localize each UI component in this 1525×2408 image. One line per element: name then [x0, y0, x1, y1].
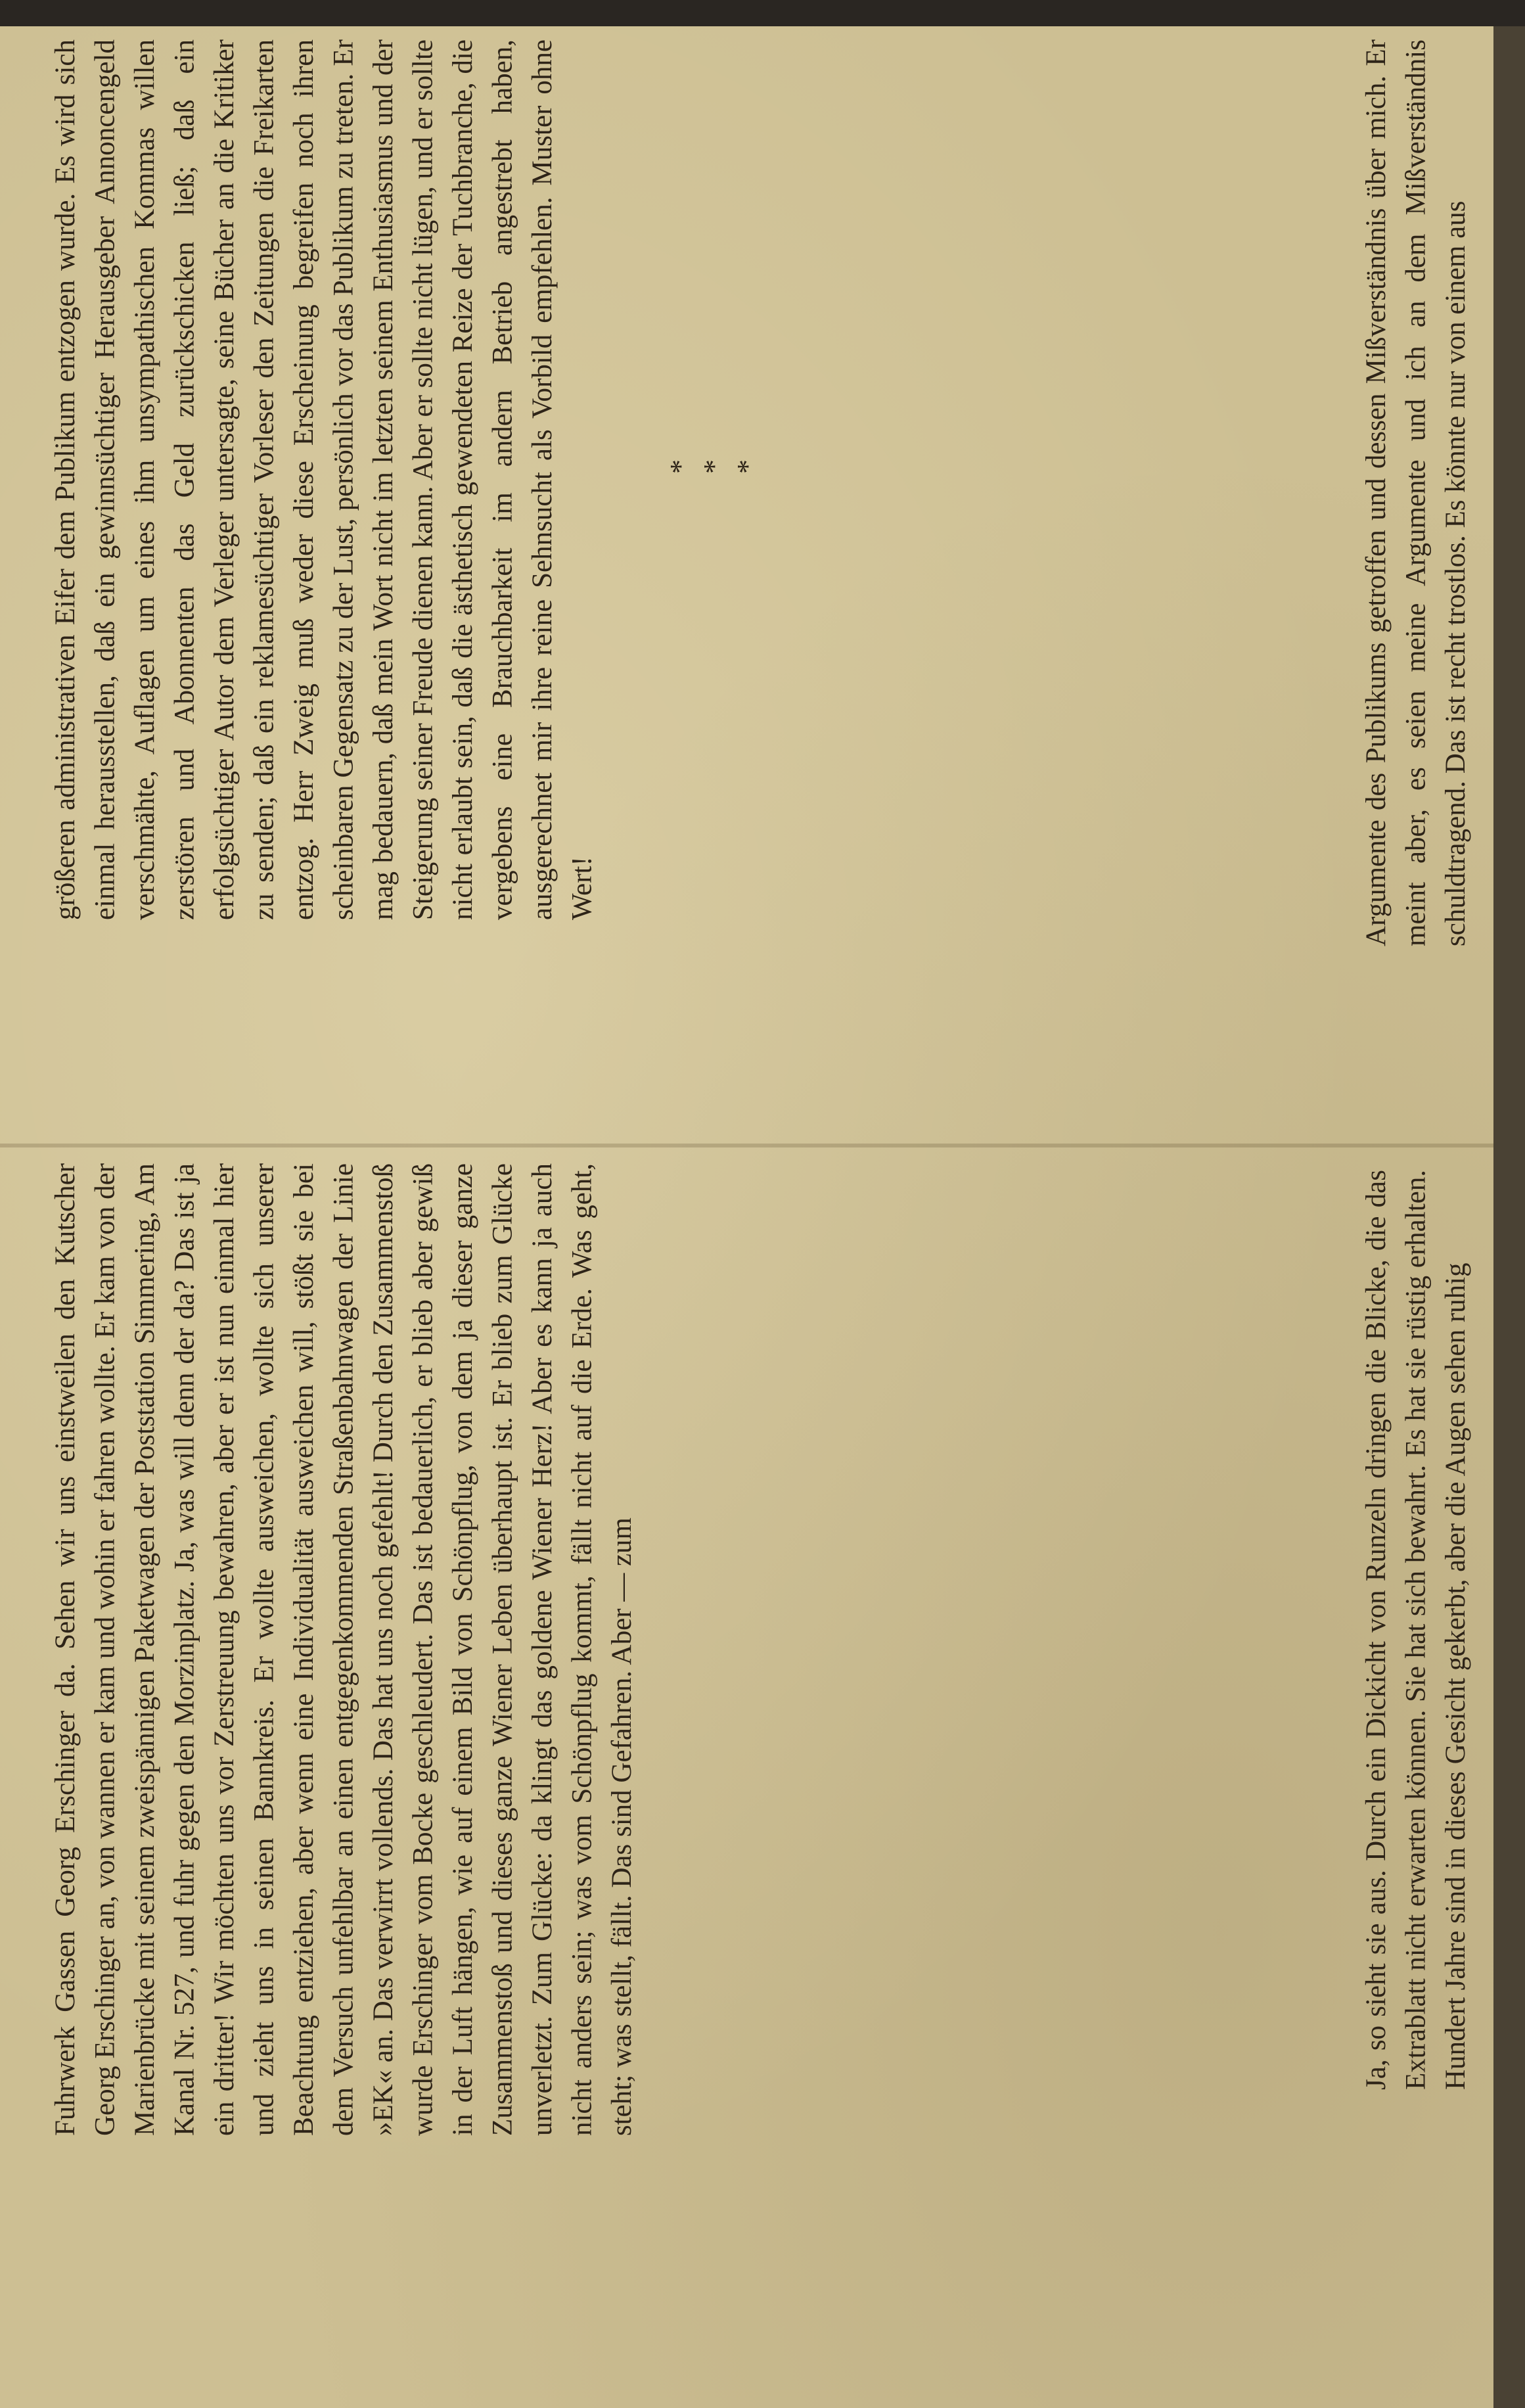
column-text: größeren administrativen Eifer dem Publikum entzogen wurde. Es wird sich einmal herausstellen, daß ein gewinnsüchtiger Herausgeber Annoncengeld verschmähte, Auflagen um eines ihm unsympathischen Kommas willen zerstören und Abonnenten das Geld zurückschicken ließ; daß ein erfolgsüchtiger Autor dem Verleger untersagte, seine Bücher an die Kritiker zu senden; daß ein reklamesüchtiger Vorleser den Zeitungen die Freikarten entzog. Herr Zweig muß weder diese Erscheinung begreifen noch ihren scheinbaren Gegensatz zu der Lust, persönlich vor das Publikum zu treten. Er mag bedauern, daß mein Wort nicht im letzten seinem Enthusiasmus und der Steigerung seiner Freude dienen kann. Aber er sollte nicht lügen, und er sollte nicht erlaubt sein, daß die ästhetisch gewendeten Reize der Tuchbranche, die vergebens eine Brauchbarkeit im andern Betrieb angestrebt haben, ausgerechnet mir ihre reine Sehnsucht als Vorbild empfehlen. Muster ohne Wert!: [50, 39, 598, 920]
column-text: Fuhrwerk Gassen Georg Erschinger da. Sehen wir uns einstweilen den Kutscher Georg Erschinger an, von wannen er kam und wohin er fahren wollte. Er kam von der Marienbrücke mit seinem zweispännigen Paketwagen der Poststation Simmering, Am Kanal Nr. 527, und fuhr gegen den Morzinplatz. Ja, was will denn der da? Das ist ja ein dritter! Wir möchten uns vor Zerstreuung bewahren, aber er ist nun einmal hier und zieht uns in seinen Bannkreis. Er wollte ausweichen, wollte sich unserer Beachtung entziehen, aber wenn eine Individualität ausweichen will, stößt sie bei dem Versuch unfehlbar an einen entgegenkommenden Straßenbahnwagen der Linie »EK« an. Das verwirrt vollends. Das hat uns noch gefehlt! Durch den Zusammenstoß wurde Erschinger vom Bocke geschleudert. Das ist bedauerlich, er blieb aber gewiß in der Luft hängen, wie auf einem Bild von Schönpflug, von dem ja dieser ganze Zusammenstoß und dieses ganze Wiener Leben überhaupt ist. Er blieb zum Glücke unverletzt. Zum Glücke: da klingt das goldene Wiener Herz! Aber es kann ja auch nicht anders sein; was vom Schönpflug kommt, fällt nicht auf die Erde. Was geht, steht; was stellt, fällt. Das sind Gefahren. Aber — zum: [50, 1163, 637, 2136]
text-column-bottom-left: [46, 1163, 749, 2136]
page-edge: [1493, 26, 1525, 2408]
text-column-bottom-right: [1357, 1170, 1478, 2090]
text-column-top-right: [1357, 39, 1475, 946]
column-text: Ja, so sieht sie aus. Durch ein Dickicht von Runzeln dringen die Blicke, die das Extrablatt nicht erwarten können. Sie hat sich bewahrt. Es hat sie rüstig erhalten. Hundert Jahre sind in dieses Gesicht gekerbt, aber die Augen sehen ruhig: [1361, 1170, 1471, 2090]
page-fold-line: [0, 1144, 1493, 1147]
section-separator: * * *: [664, 420, 763, 474]
column-text: Argumente des Publikums getroffen und dessen Mißverständnis über mich. Er meint aber, es seien meine Argumente und ich an dem Mißverständnis schuldtragend. Das ist recht trostlos. Es könnte nur von einem aus: [1361, 39, 1471, 946]
text-column-top-left: [46, 39, 710, 920]
